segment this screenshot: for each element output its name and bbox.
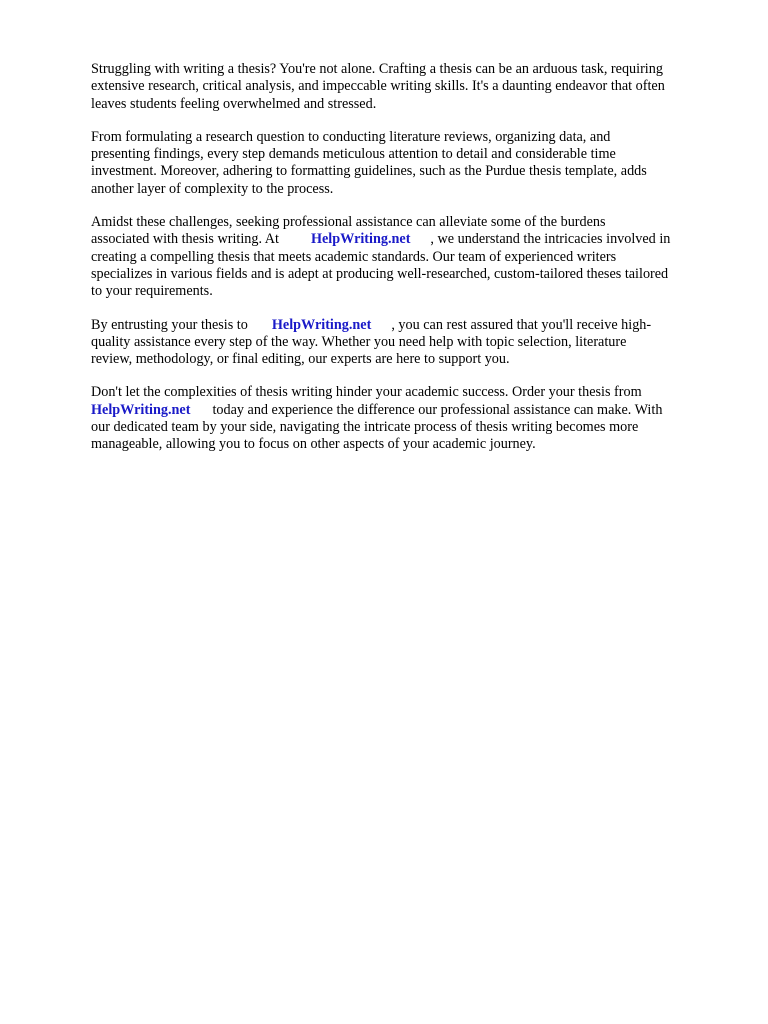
text-line: manageable, allowing you to focus on other aspects of your academic journey.	[91, 436, 536, 453]
text-line: quality assistance every step of the way. Whether you need help with topic selection, literature	[91, 333, 627, 350]
paragraph-entrust	[91, 317, 727, 369]
text-line: From formulating a research question to conducting literature reviews, organizing data, and	[91, 128, 611, 145]
text-line: creating a compelling thesis that meets academic standards. Our team of experienced writers	[91, 248, 617, 265]
text-line: By entrusting your thesis to	[91, 316, 248, 333]
text-line: investment. Moreover, adhering to formatting guidelines, such as the Purdue thesis template, adds	[91, 163, 647, 180]
text-line: , we understand the intricacies involved in	[430, 231, 671, 248]
helpwriting-link[interactable]: HelpWriting.net	[310, 231, 411, 248]
text-line: today and experience the difference our professional assistance can make. With	[212, 401, 663, 418]
text-line: another layer of complexity to the process.	[91, 180, 334, 197]
paragraph-call-to-action	[91, 384, 727, 453]
text-line: associated with thesis writing. At	[91, 231, 279, 248]
paragraph-process	[91, 129, 727, 198]
text-line: extensive research, critical analysis, and impeccable writing skills. It's a daunting endeavor that often	[91, 78, 665, 95]
helpwriting-link[interactable]: HelpWriting.net	[91, 401, 191, 418]
paragraph-assistance	[91, 214, 727, 300]
text-line: our dedicated team by your side, navigating the intricate process of thesis writing becomes more	[91, 419, 639, 436]
text-line: , you can rest assured that you'll receive high-	[391, 316, 652, 333]
text-line: Amidst these challenges, seeking professional assistance can alleviate some of the burdens	[91, 214, 606, 231]
paragraph-intro	[91, 61, 727, 113]
helpwriting-link[interactable]: HelpWriting.net	[271, 316, 372, 333]
document-page	[91, 61, 727, 470]
text-line: review, methodology, or final editing, our experts are here to support you.	[91, 351, 510, 368]
text-line: to your requirements.	[91, 283, 213, 300]
text-line: specializes in various fields and is adept at producing well-researched, custom-tailored theses tailored	[91, 265, 669, 282]
text-line: Struggling with writing a thesis? You're not alone. Crafting a thesis can be an arduous task, requiring	[91, 61, 663, 77]
text-line: Don't let the complexities of thesis writing hinder your academic success. Order your thesis from	[91, 384, 642, 401]
text-line: leaves students feeling overwhelmed and stressed.	[91, 95, 377, 112]
text-line: presenting findings, every step demands meticulous attention to detail and considerable time	[91, 146, 616, 163]
